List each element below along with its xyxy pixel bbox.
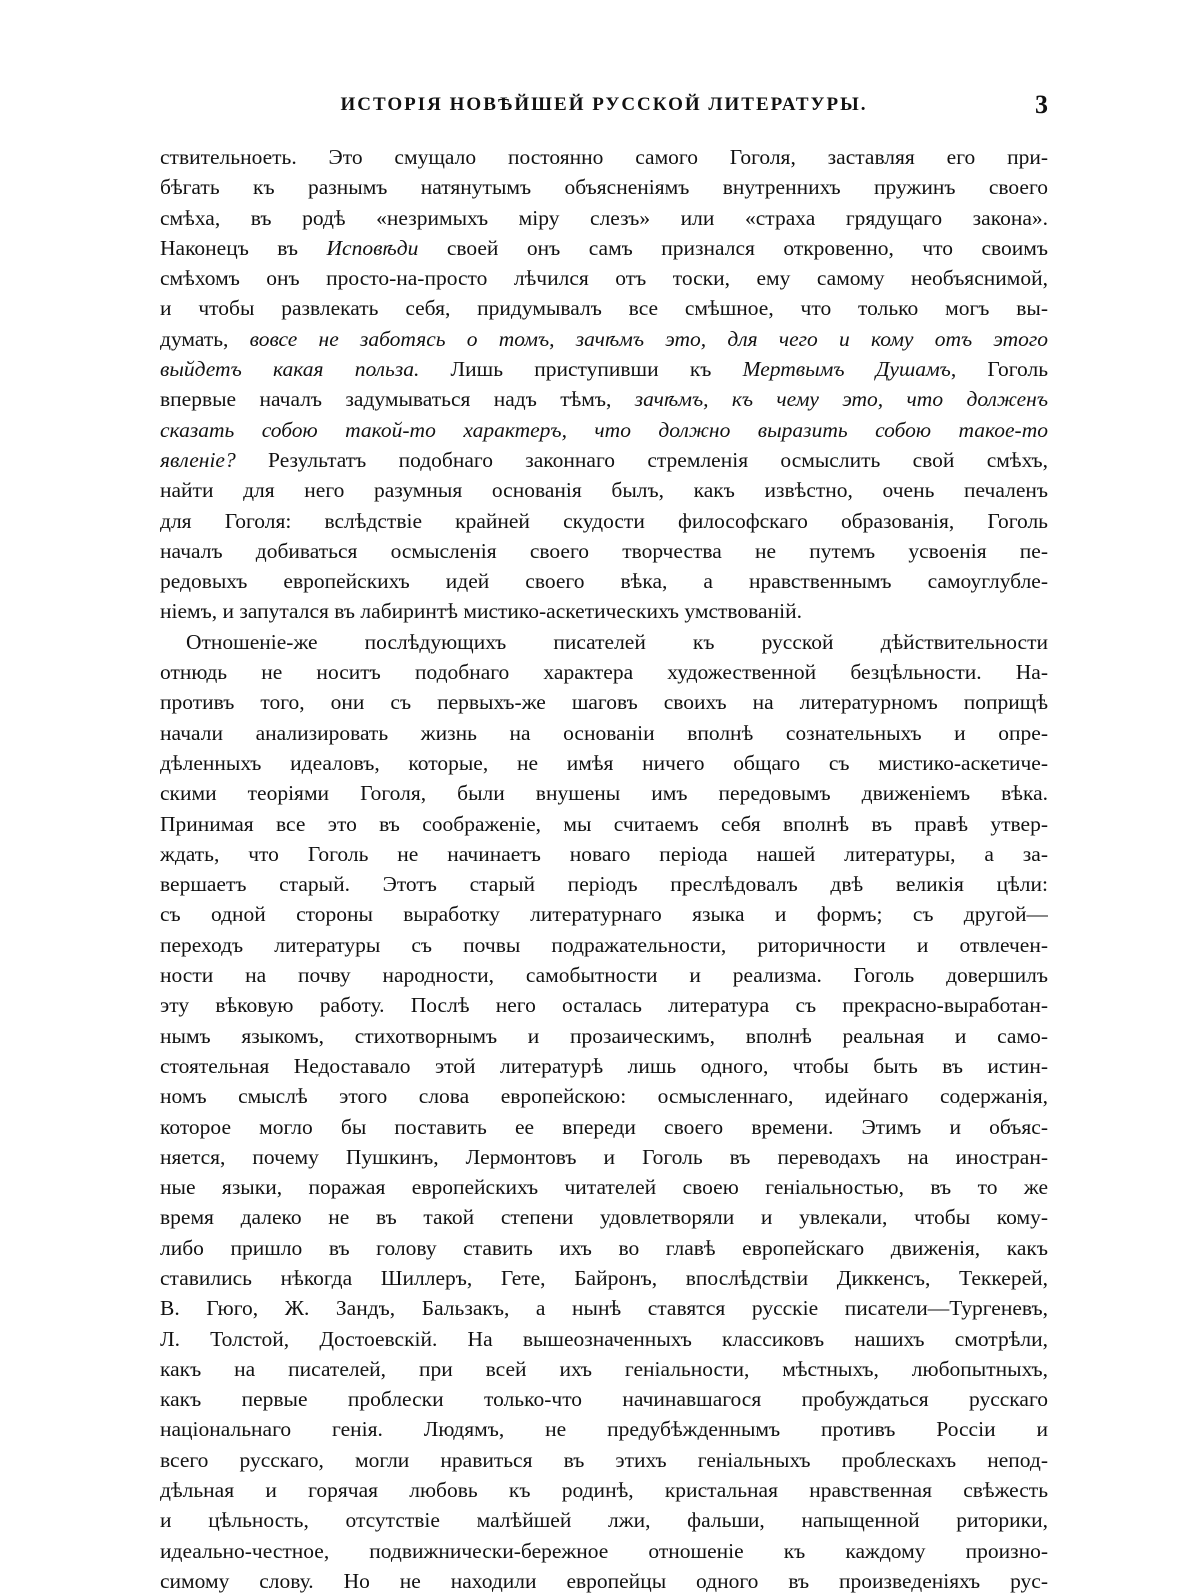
italic-title-dead-souls: Мертвымъ Душамъ [742,357,951,382]
text-line: смѣхомъ онъ просто-на-просто лѣчился отъ тоски, ему самому необъяснимой, [160,266,1048,291]
text-line: симому слову. Но не находили европейцы одного въ произведеніяхъ рус- [160,1568,1048,1593]
italic-quote: выйдетъ какая польза. [160,357,420,382]
text-line [160,384,1048,414]
text-line: начали анализировать жизнь на основаніи вполнѣ сознательныхъ и опре- [160,720,1048,745]
text-fragment: , Гоголь [950,357,1048,382]
text-line: номъ смыслѣ этого слова европейскою: осмысленнаго, идейнаго содержанія, [160,1084,1048,1109]
italic-quote: явленіе? [160,447,236,472]
text-line [160,415,1048,445]
text-line: отнюдь не носитъ подобнаго характера художественной безцѣльности. На- [160,660,1048,685]
running-head [160,90,1048,124]
page-number: 3 [1035,90,1048,119]
text-line: редовыхъ европейскихъ идей своего вѣка, а нравственнымъ самоуглубле- [160,569,1048,594]
text-line: ждать, что Гоголь не начинаетъ новаго періода нашей литературы, а за- [160,841,1048,866]
text-fragment: Результатъ подобнаго законнаго стремленія осмыслить свой смѣхъ, [235,447,1048,472]
italic-quote: зачѣмъ, къ чему это, что долженъ [634,387,1048,412]
text-line: либо пришло въ голову ставить ихъ во главѣ европейскаго движенія, какъ [160,1235,1048,1260]
text-fragment: думать, [160,326,250,351]
text-line: нымъ языкомъ, стихотворнымъ и прозаическимъ, вполнѣ реальная и само- [160,1023,1048,1048]
text-line: В. Гюго, Ж. Зандъ, Бальзакъ, а нынѣ ставятся русскіе писатели—Тургеневъ, [160,1296,1048,1321]
text-fragment: Наконецъ въ [160,235,327,260]
text-line: какъ на писателей, при всей ихъ геніальности, мѣстныхъ, любопытныхъ, [160,1356,1048,1381]
text-line [160,445,1048,475]
text-line: найти для него разумныя основанія былъ, какъ извѣстно, очень печаленъ [160,478,1048,503]
text-line: бѣгать къ разнымъ натянутымъ объясненіямъ внутреннихъ пружинъ своего [160,175,1048,200]
text-line: всего русскаго, могли нравиться въ этихъ геніальныхъ проблескахъ непод- [160,1447,1048,1472]
text-line: Принимая все это въ соображеніе, мы считаемъ себя вполнѣ въ правѣ утвер- [160,811,1048,836]
text-line: и цѣльность, отсутствіе малѣйшей лжи, фальши, напыщенной риторики, [160,1508,1048,1533]
text-line: которое могло бы поставить ее впереди своего времени. Этимъ и объяс- [160,1114,1048,1139]
text-line: дѣльная и горячая любовь къ родинѣ, кристальная нравственная свѣжесть [160,1478,1048,1503]
text-line: вершаетъ старый. Этотъ старый періодъ преслѣдовалъ двѣ великія цѣли: [160,872,1048,897]
text-line: скими теоріями Гоголя, были внушены имъ передовымъ движеніемъ вѣка. [160,781,1048,806]
text-line: няется, почему Пушкинъ, Лермонтовъ и Гоголь въ переводахъ на иностран- [160,1144,1048,1169]
text-line: ствительноеть. Это смущало постоянно самого Гоголя, заставляя его при- [160,145,1048,169]
text-line [160,233,1048,263]
text-line: ные языки, поражая европейскихъ читателей своею геніальностью, въ то же [160,1175,1048,1200]
italic-quote: вовсе не заботясь о томъ, зачѣмъ это, для чего и кому отъ этого [249,326,1048,351]
text-line: идеально-честное, подвижнически-бережное отношеніе къ каждому произно- [160,1538,1048,1563]
text-line: эту вѣковую работу. Послѣ него осталась литература съ прекрасно-выработан- [160,993,1048,1018]
paragraph-start-line: Отношеніе-же послѣдующихъ писателей къ русской дѣйствительности [186,629,1048,654]
text-line: и чтобы развлекать себя, придумывалъ все смѣшное, что только могъ вы- [160,296,1048,321]
text-line: смѣха, въ родѣ «незримыхъ міру слезъ» или «страха грядущаго закона». [160,205,1048,230]
text-line: Л. Толстой, Достоевскій. На вышеозначенныхъ классиковъ нашихъ смотрѣли, [160,1326,1048,1351]
text-body [160,142,1048,1596]
text-line: стоятельная Недоставало этой литературѣ лишь одного, чтобы быть въ истин- [160,1053,1048,1078]
text-line: ніемъ, и запутался въ лабиринтѣ мистико-аскетическихъ умствованій. [160,599,802,624]
running-title: ИСТОРІЯ НОВѢЙШЕЙ РУССКОЙ ЛИТЕРАТУРЫ. [340,94,868,115]
text-line: какъ первые проблески только-что начинавшагося пробуждаться русскаго [160,1387,1048,1412]
text-line: переходъ литературы съ почвы подражательности, риторичности и отвлечен- [160,932,1048,957]
text-line: съ одной стороны выработку литературнаго языка и формъ; съ другой— [160,902,1048,927]
text-fragment: впервые началъ задумываться надъ тѣмъ, [160,387,635,412]
text-line: дѣленныхъ идеаловъ, которые, не имѣя ничего общаго съ мистико-аскетиче- [160,750,1048,775]
text-line: ности на почву народности, самобытности и реализма. Гоголь довершилъ [160,963,1048,988]
text-line: время далеко не въ такой степени удовлетворяли и увлекали, чтобы кому- [160,1205,1048,1230]
text-line [160,324,1048,354]
text-fragment: своей онъ самъ признался откровенно, что своимъ [418,235,1048,260]
text-line: началъ добиваться осмысленія своего творчества не путемъ усвоенія пе- [160,538,1048,563]
text-line: для Гоголя: вслѣдствіе крайней скудости философскаго образованія, Гоголь [160,508,1048,533]
italic-title-ispovedi: Исповѣди [326,235,419,260]
italic-quote: сказать собою такой-то характеръ, что должно выразить собою такое-то [160,417,1048,442]
text-fragment: Лишь приступивши къ [419,357,743,382]
text-line: ставились нѣкогда Шиллеръ, Гете, Байронъ, впослѣдствіи Диккенсъ, Теккерей, [160,1265,1048,1290]
text-line: противъ того, они съ первыхъ-же шаговъ своихъ на литературномъ поприщѣ [160,690,1048,715]
text-line [160,354,1048,384]
text-line: національнаго генія. Людямъ, не предубѣжденнымъ противъ Россіи и [160,1417,1048,1442]
